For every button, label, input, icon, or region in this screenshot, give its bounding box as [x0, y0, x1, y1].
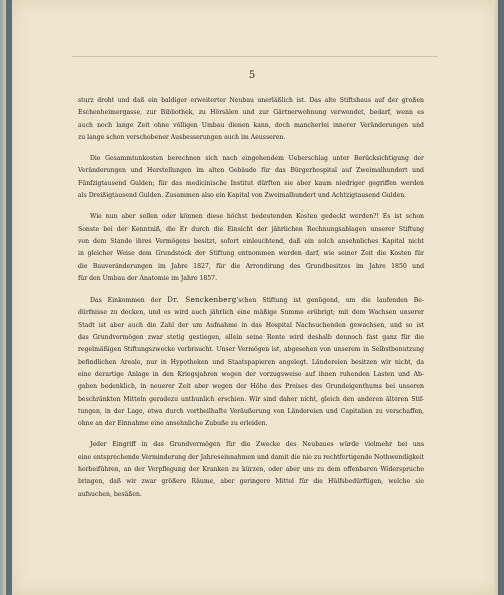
paragraph: [78, 211, 424, 285]
page-edge: [494, 0, 498, 595]
text-line: Wie nun aber sollen oder können diese höchst bedeutenden Kosten gedeckt werden?! Es ist schon: [90, 213, 424, 221]
text-line: ohne an der Einnahme eine ansehnliche Zubuße zu erleiden.: [78, 420, 268, 428]
header-rule: [72, 56, 438, 57]
text-line: zu lange schon verschobener Ausbesserungen auch im Aeusseren.: [78, 133, 286, 141]
text-line: Die Gesammtunkosten berechnen sich nach eingehendem Ueberschlag unter Berücksichtigung der: [90, 155, 424, 163]
book-spine-edge: [0, 0, 6, 595]
text-line: eine entsprechende Verminderung der Jahreseinnahmen und damit die nie zu rechtfertigende Nothwendigkeit: [78, 453, 424, 461]
text-line: bringen, daß wir zwar größere Räume, aber geringere Mittel für die Hülfsbedürftigen, welche sie: [78, 478, 424, 486]
text-line: befindlichen Areale, nur in Hypotheken und Staatspapieren angelegt. Ländereien besitzen wir nicht, da: [78, 358, 424, 366]
text-line: Jeder Eingriff in das Grundvermögen für die Zwecke des Neubaues würde vielmehr bei uns: [90, 441, 424, 449]
text-line: Das Einkommen der Dr. Senckenberg'schen Stiftung ist genügend, um die laufenden Be-: [90, 295, 424, 305]
text-line: in gleicher Weise dem Grundstock der Stiftung entnommen werden darf, wie seiner Zeit die Kosten für: [78, 250, 424, 258]
text-line: für den Umbau der Anatomie im Jahre 1857.: [78, 274, 218, 282]
paragraph: [78, 153, 424, 202]
text-line: aufsuchen, besäßen.: [78, 490, 142, 498]
text-line: beschränkten Mitteln geradezu unthunlich erschien. Wir sind daher nicht, gleich den anderen älteren Stif-: [78, 395, 424, 403]
text-line: Stadt ist aber auch die Zahl der um Aufnahme in das Hospital Nachsuchenden gewachsen, und so ist: [78, 321, 424, 329]
text-line: dürfnisse zu decken, und es wird auch jährlich eine mäßige Summe erübrigt; mit dem Wachsen unserer: [78, 309, 424, 317]
text-line: sturz droht und daß ein baldiger erweiterter Neubau unerläßlich ist. Das alte Stiftshaus auf der großen: [78, 97, 424, 104]
text-line: von dem Stande ihres Vermögens besitzt, sofort einleuchtend, daß ein solch ansehnliches Kapital nicht: [78, 237, 424, 245]
text-line: das Grundvermögen zwar stetig gestiegen, allein seine Rente wird deshalb dennoch fast ganz für die: [78, 334, 424, 342]
text-line: die Bauveränderungen im Jahre 1827, für die Arrondirung des Grundbesitzes im Jahre 1850 und: [78, 262, 424, 270]
text-line: Veränderungen und Herstellungen im alten Gebäude für das Bürgerhospital auf Zweimalhundert und: [78, 167, 424, 175]
text-line: regelmäßigen Stiftungszwecke verbraucht. Unser Vermögen ist, abgesehen von unserem in Selbstbenutzung: [78, 346, 424, 354]
body-text: [78, 95, 424, 501]
text-line: eine derartige Anlage in den Kriegsjahren wegen der vorzugsweise auf ihnen ruhenden Lasten und Ab-: [78, 370, 424, 378]
text-line: gaben bedenklich, in neuerer Zeit aber wegen der Höhe des Preises des Grundeigenthums bei unseren: [78, 383, 424, 391]
text-line: tungen, in der Lage, etwa durch vortheilhafte Veräußerung von Ländereien und Capitalien zu verschaffen,: [78, 407, 424, 415]
paragraph: [78, 439, 424, 500]
text-line: Sonste bei der Kenntniß, die Er durch die Einsicht der jährlichen Rechnungsablagen unserer Stiftung: [78, 225, 424, 233]
paragraph: [78, 95, 424, 144]
paragraph: [78, 294, 424, 430]
emphasized-name: Dr. Senckenberg: [167, 295, 237, 305]
text-line: herbeiführen, an der Verpflegung der Kranken zu kürzen, oder aber uns zu dem offenbaren Widerspruche: [78, 466, 424, 474]
text-line: Eschenheimergasse, zur Bibliothek, zu Hörsälen und zur Gärtnerwohnung verwendet, bedarf, wenn es: [78, 109, 424, 117]
page-number: 5: [248, 70, 256, 81]
text-line: auch noch lange Zeit ohne völligen Umbau dienen kann, doch mancherlei innerer Veränderungen und: [78, 121, 424, 129]
text-line: Fünfzigtausend Gulden; für das medicinische Institut dürften sie aber kaum niedriger gegriffen werden: [78, 179, 424, 187]
text-line: als Dreißigtausend Gulden. Zusammen also ein Kapital von Zweimalhundert und Achtzigtausend Gulden.: [78, 192, 407, 200]
